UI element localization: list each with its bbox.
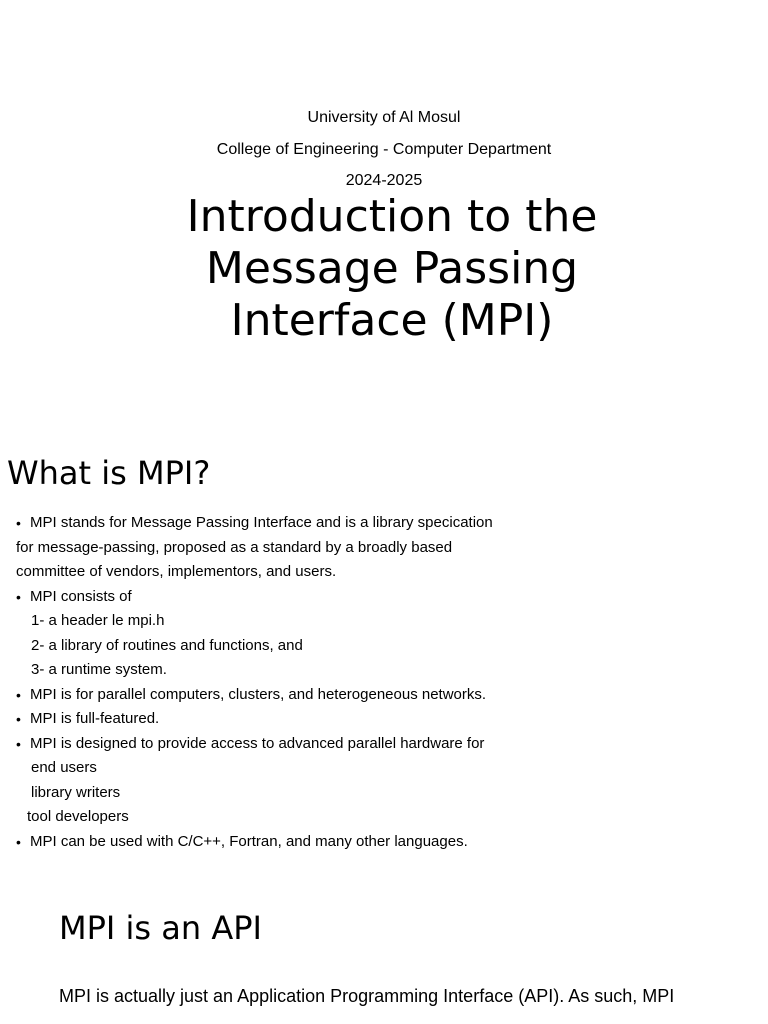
bullet-line: • MPI stands for Message Passing Interface and is a library specication — [16, 511, 536, 536]
title-line-3: Interface (MPI) — [230, 295, 554, 346]
header-university: University of Al Mosul — [307, 109, 461, 126]
bullet-line: • MPI is full-featured. — [16, 707, 536, 732]
section-body-mpi-is-an-api: MPI is actually just an Application Programming Interface (API). As such, MPI — [59, 986, 675, 1006]
bullet-line: • MPI is designed to provide access to advanced parallel hardware for — [16, 732, 536, 757]
continuation-line: committee of vendors, implementors, and users. — [16, 563, 337, 580]
document-title — [84, 191, 700, 347]
section-heading-what-is-mpi: What is MPI? — [7, 454, 211, 492]
indented-line: library writers — [31, 783, 121, 801]
header-year: 2024-2025 — [345, 172, 423, 189]
indented-line: 2- a library of routines and functions, and — [31, 636, 303, 654]
indented-line: 1- a header le mpi.h — [31, 612, 165, 629]
indented-line: tool developers — [27, 808, 129, 825]
title-line-2: Message Passing — [205, 243, 579, 294]
continuation-line: for message-passing, proposed as a standard by a broadly based — [16, 538, 453, 556]
bullet-line: • MPI can be used with C/C++, Fortran, and many other languages. — [16, 830, 536, 855]
bullet-line: • MPI consists of — [16, 585, 536, 610]
title-line-1: Introduction to the — [186, 191, 598, 242]
indented-line: 3- a runtime system. — [31, 661, 167, 678]
section-heading-mpi-is-an-api: MPI is an API — [59, 909, 262, 947]
bullet-line: • MPI is for parallel computers, clusters, and heterogeneous networks. — [16, 683, 536, 708]
header-college: College of Engineering - Computer Department — [216, 141, 552, 158]
indented-line: end users — [31, 759, 97, 776]
section-body-what-is-mpi — [16, 511, 536, 854]
